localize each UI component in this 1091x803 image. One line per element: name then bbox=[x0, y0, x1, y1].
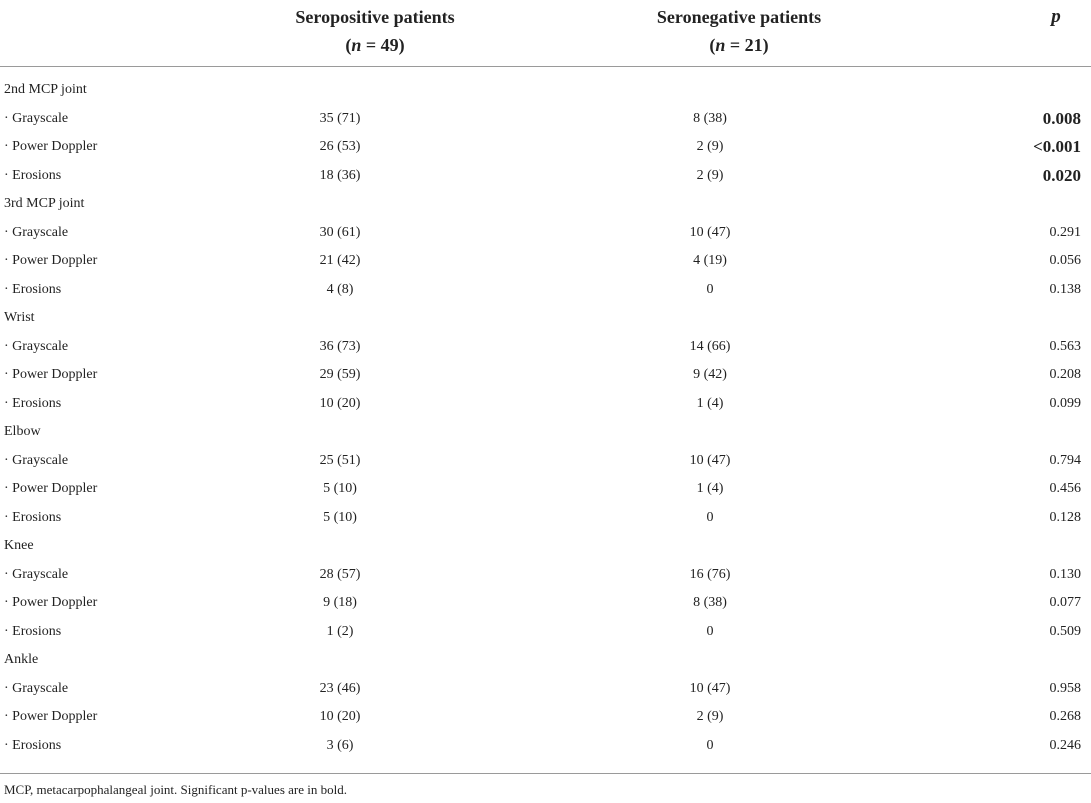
seronegative-value: 16 (76) bbox=[689, 566, 731, 582]
column-header-seronegative-count bbox=[604, 31, 874, 59]
table-row bbox=[0, 247, 1091, 276]
p-value: 0.456 bbox=[1049, 481, 1081, 496]
p-value: <0.001 bbox=[1033, 137, 1081, 156]
table-row bbox=[0, 646, 1091, 675]
n-variable: n bbox=[715, 35, 726, 55]
table-row bbox=[0, 390, 1091, 419]
row-label: · Grayscale bbox=[4, 566, 69, 582]
table-row bbox=[0, 333, 1091, 362]
table-row bbox=[0, 475, 1091, 504]
table-row bbox=[0, 190, 1091, 219]
table-row bbox=[0, 618, 1091, 647]
seronegative-value: 10 (47) bbox=[689, 224, 731, 240]
seronegative-value: 1 (4) bbox=[696, 395, 724, 411]
row-label: 2nd MCP joint bbox=[4, 82, 87, 97]
row-label: · Power Doppler bbox=[4, 709, 98, 724]
row-label: Elbow bbox=[4, 424, 41, 439]
n-open-paren: ( bbox=[709, 35, 716, 55]
table-row bbox=[0, 447, 1091, 476]
table-row bbox=[0, 361, 1091, 390]
row-label: · Power Doppler bbox=[4, 139, 98, 154]
table-row bbox=[0, 561, 1091, 590]
row-label: · Erosions bbox=[4, 509, 62, 525]
row-label: · Erosions bbox=[4, 281, 62, 297]
table-footnote: MCP, metacarpophalangeal joint. Significant p-values are in bold. bbox=[4, 782, 347, 797]
p-value: 0.794 bbox=[1049, 452, 1081, 468]
seropositive-value: 1 (2) bbox=[326, 623, 354, 639]
seronegative-value: 10 (47) bbox=[689, 680, 731, 696]
column-header-seronegative bbox=[604, 3, 874, 59]
row-label: 3rd MCP joint bbox=[4, 196, 85, 211]
table-row bbox=[0, 504, 1091, 533]
row-label: Wrist bbox=[4, 310, 35, 325]
n-variable: n bbox=[351, 35, 362, 55]
seronegative-value: 0 bbox=[706, 281, 714, 297]
seronegative-value: 0 bbox=[706, 509, 714, 525]
p-value: 0.099 bbox=[1049, 395, 1081, 411]
seropositive-value: 28 (57) bbox=[319, 566, 361, 582]
seronegative-value: 10 (47) bbox=[689, 452, 731, 468]
p-value: 0.208 bbox=[1049, 367, 1081, 382]
seropositive-value: 30 (61) bbox=[319, 224, 361, 240]
column-header-seropositive-count bbox=[240, 31, 510, 59]
seropositive-value: 26 (53) bbox=[319, 139, 361, 154]
row-label: Knee bbox=[4, 538, 34, 553]
seronegative-value: 4 (19) bbox=[693, 253, 727, 268]
seronegative-value: 14 (66) bbox=[689, 338, 731, 354]
table-row bbox=[0, 675, 1091, 704]
p-value: 0.563 bbox=[1049, 338, 1081, 354]
table-row bbox=[0, 418, 1091, 447]
seropositive-value: 29 (59) bbox=[319, 367, 361, 382]
column-header-seronegative-label: Seronegative patients bbox=[656, 7, 822, 27]
table-row bbox=[0, 532, 1091, 561]
column-header-p: p bbox=[1051, 6, 1061, 27]
table-row bbox=[0, 732, 1091, 761]
seropositive-value: 5 (10) bbox=[323, 509, 357, 525]
p-value: 0.008 bbox=[1042, 108, 1081, 128]
p-value: 0.268 bbox=[1049, 709, 1081, 724]
column-header-seropositive bbox=[240, 3, 510, 59]
p-value: 0.246 bbox=[1049, 737, 1081, 753]
seronegative-value: 8 (38) bbox=[693, 595, 727, 610]
seropositive-value: 23 (46) bbox=[319, 680, 361, 696]
table-row bbox=[0, 589, 1091, 618]
row-label: · Power Doppler bbox=[4, 253, 98, 268]
seropositive-value: 25 (51) bbox=[319, 452, 361, 468]
seronegative-value: 9 (42) bbox=[693, 367, 727, 382]
table-header bbox=[0, 0, 1091, 67]
seronegative-value: 0 bbox=[706, 623, 714, 639]
p-value: 0.291 bbox=[1049, 224, 1081, 240]
seropositive-value: 18 (36) bbox=[319, 167, 361, 183]
seronegative-value: 0 bbox=[706, 737, 714, 753]
row-label: · Erosions bbox=[4, 395, 62, 411]
seropositive-value: 36 (73) bbox=[319, 338, 361, 354]
seronegative-value: 2 (9) bbox=[696, 709, 724, 724]
table-row bbox=[0, 276, 1091, 305]
row-label: · Erosions bbox=[4, 737, 62, 753]
p-value: 0.509 bbox=[1049, 623, 1081, 639]
row-label: · Grayscale bbox=[4, 452, 69, 468]
seropositive-value: 3 (6) bbox=[326, 737, 354, 753]
p-value: 0.138 bbox=[1049, 281, 1081, 297]
seropositive-value: 21 (42) bbox=[319, 253, 361, 268]
p-value: 0.130 bbox=[1049, 566, 1081, 582]
row-label: · Power Doppler bbox=[4, 595, 98, 610]
p-value: 0.056 bbox=[1049, 253, 1081, 268]
seropositive-value: 10 (20) bbox=[319, 709, 361, 724]
seronegative-value: 2 (9) bbox=[696, 167, 724, 183]
table-row bbox=[0, 133, 1091, 162]
seropositive-value: 9 (18) bbox=[323, 595, 357, 610]
seronegative-value: 2 (9) bbox=[696, 139, 724, 154]
table-row bbox=[0, 703, 1091, 732]
seropositive-value: 10 (20) bbox=[319, 395, 361, 411]
row-label: · Erosions bbox=[4, 167, 62, 183]
table-row bbox=[0, 162, 1091, 191]
n-open-paren: ( bbox=[345, 35, 352, 55]
p-value: 0.020 bbox=[1042, 165, 1081, 185]
row-label: · Power Doppler bbox=[4, 481, 98, 496]
row-label: · Grayscale bbox=[4, 224, 69, 240]
table-row bbox=[0, 105, 1091, 134]
seropositive-value: 4 (8) bbox=[326, 281, 354, 297]
row-label: · Grayscale bbox=[4, 110, 69, 126]
table-body bbox=[0, 76, 1091, 760]
p-value: 0.128 bbox=[1049, 509, 1081, 525]
n-value: = 49) bbox=[361, 35, 405, 55]
p-value: 0.958 bbox=[1049, 680, 1081, 696]
row-label: · Grayscale bbox=[4, 680, 69, 696]
row-label: Ankle bbox=[4, 652, 39, 667]
table-row bbox=[0, 304, 1091, 333]
table-row bbox=[0, 76, 1091, 105]
column-header-seropositive-label: Seropositive patients bbox=[295, 7, 455, 27]
row-label: · Power Doppler bbox=[4, 367, 98, 382]
row-label: · Erosions bbox=[4, 623, 62, 639]
seropositive-value: 5 (10) bbox=[323, 481, 357, 496]
seronegative-value: 1 (4) bbox=[696, 481, 724, 496]
table-row bbox=[0, 219, 1091, 248]
seronegative-value: 8 (38) bbox=[693, 110, 727, 126]
row-label: · Grayscale bbox=[4, 338, 69, 354]
seropositive-value: 35 (71) bbox=[319, 110, 361, 126]
table-bottom-rule bbox=[0, 773, 1091, 774]
n-value: = 21) bbox=[725, 35, 769, 55]
p-value: 0.077 bbox=[1049, 595, 1081, 610]
